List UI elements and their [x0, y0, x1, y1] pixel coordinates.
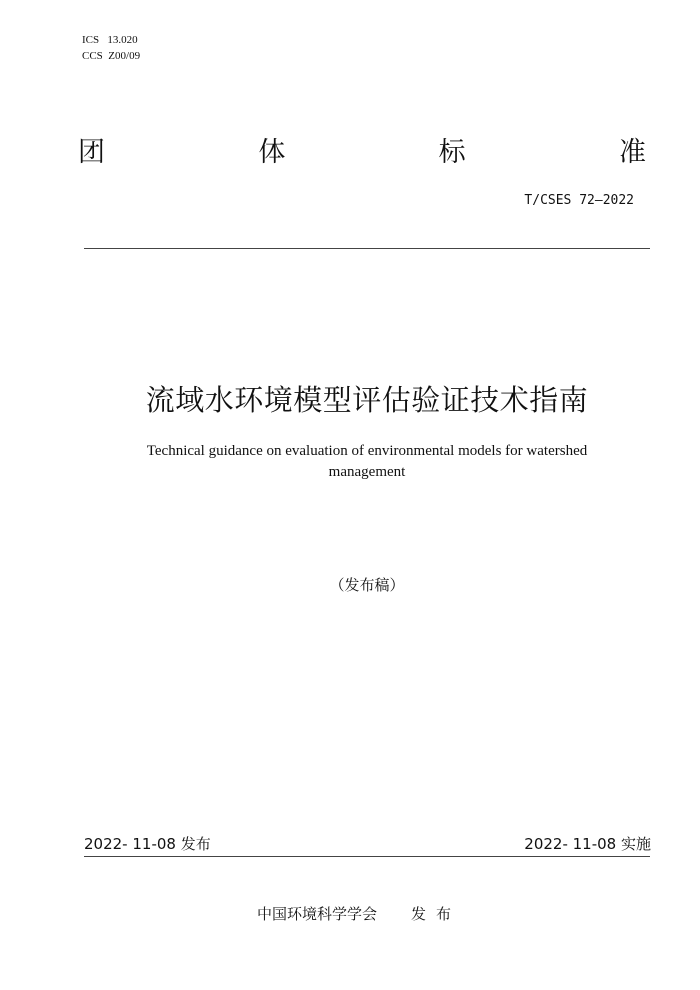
standard-type-char: 标 [438, 137, 466, 168]
standard-type-heading [78, 136, 646, 170]
standard-type-char: 体 [258, 137, 286, 168]
publisher-action: 发布 [411, 905, 462, 923]
title-english: Technical guidance on evaluation of environmental models for watershed management [146, 443, 588, 480]
top-divider [84, 248, 650, 249]
publish-date: 2022- 11-08 发布 [84, 835, 211, 853]
implement-date: 2022- 11-08 实施 [524, 835, 651, 853]
publisher-org: 中国环境科学学会 [256, 905, 377, 923]
standard-number: T/CSES 72—2022 [524, 193, 634, 208]
classification-codes [82, 32, 140, 64]
publisher-line [0, 904, 700, 924]
standard-type-char: 团 [78, 137, 105, 168]
bottom-divider [84, 856, 650, 857]
title-chinese: 流域水环境模型评估验证技术指南 [145, 383, 589, 417]
ics-code: ICS 13.020 [82, 34, 138, 46]
draft-status: （发布稿） [329, 576, 405, 594]
standard-type-char: 准 [618, 137, 646, 168]
ccs-code: CCS Z00/09 [82, 50, 141, 62]
